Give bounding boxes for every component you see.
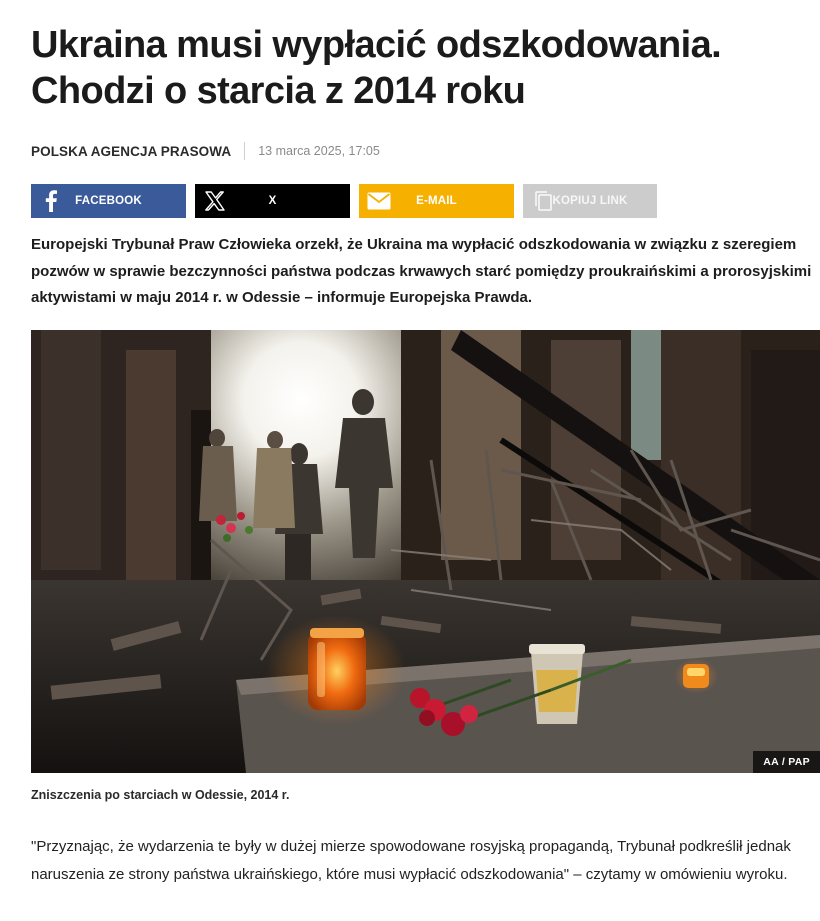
image-caption: Zniszczenia po starciach w Odessie, 2014 r. (31, 788, 290, 802)
image-credit: AA / PAP (753, 751, 820, 773)
share-bar (31, 184, 657, 218)
share-x-label: X (268, 195, 277, 207)
article (31, 0, 820, 883)
share-email-button[interactable] (359, 184, 514, 218)
copy-link-button[interactable] (523, 184, 657, 218)
copy-icon (531, 189, 555, 213)
article-photo[interactable] (31, 330, 820, 773)
article-lead: Europejski Trybunał Praw Człowieka orzekł, że Ukraina ma wypłacić odszkodowania w związku z szeregiem pozwów w sprawie bezczynności państwa podczas krwawych starć pomiędzy proukraińskimi a prorosyjskimi aktywistami w maju 2014 r. w Odessie – informuje Europejska Prawda. (31, 236, 812, 306)
article-source[interactable]: POLSKA AGENCJA PRASOWA (31, 143, 232, 159)
x-logo-icon (203, 189, 227, 213)
article-headline: Ukraina musi wypłacić odszkodowania. Chodzi o starcia z 2014 roku (31, 24, 722, 112)
photo-burnt-building (31, 330, 820, 773)
article-body-paragraph: "Przyznając, że wydarzenia te były w dużej mierze spowodowane rosyjską propagandą, Trybunał podkreślił jednak naruszenia ze strony państwa ukraińskiego, które musi wypłacić odszkodowania" – czytamy w omówieniu wyroku. (31, 838, 791, 883)
article-date: 13 marca 2025, 17:05 (258, 144, 380, 158)
envelope-icon (367, 189, 391, 213)
facebook-icon (39, 189, 63, 213)
article-meta (31, 142, 380, 160)
meta-divider (244, 142, 245, 160)
copy-link-label: KOPIUJ LINK (552, 195, 628, 207)
share-x-button[interactable] (195, 184, 350, 218)
share-email-label: E-MAIL (416, 195, 457, 207)
share-facebook-label: FACEBOOK (75, 195, 142, 207)
share-facebook-button[interactable] (31, 184, 186, 218)
